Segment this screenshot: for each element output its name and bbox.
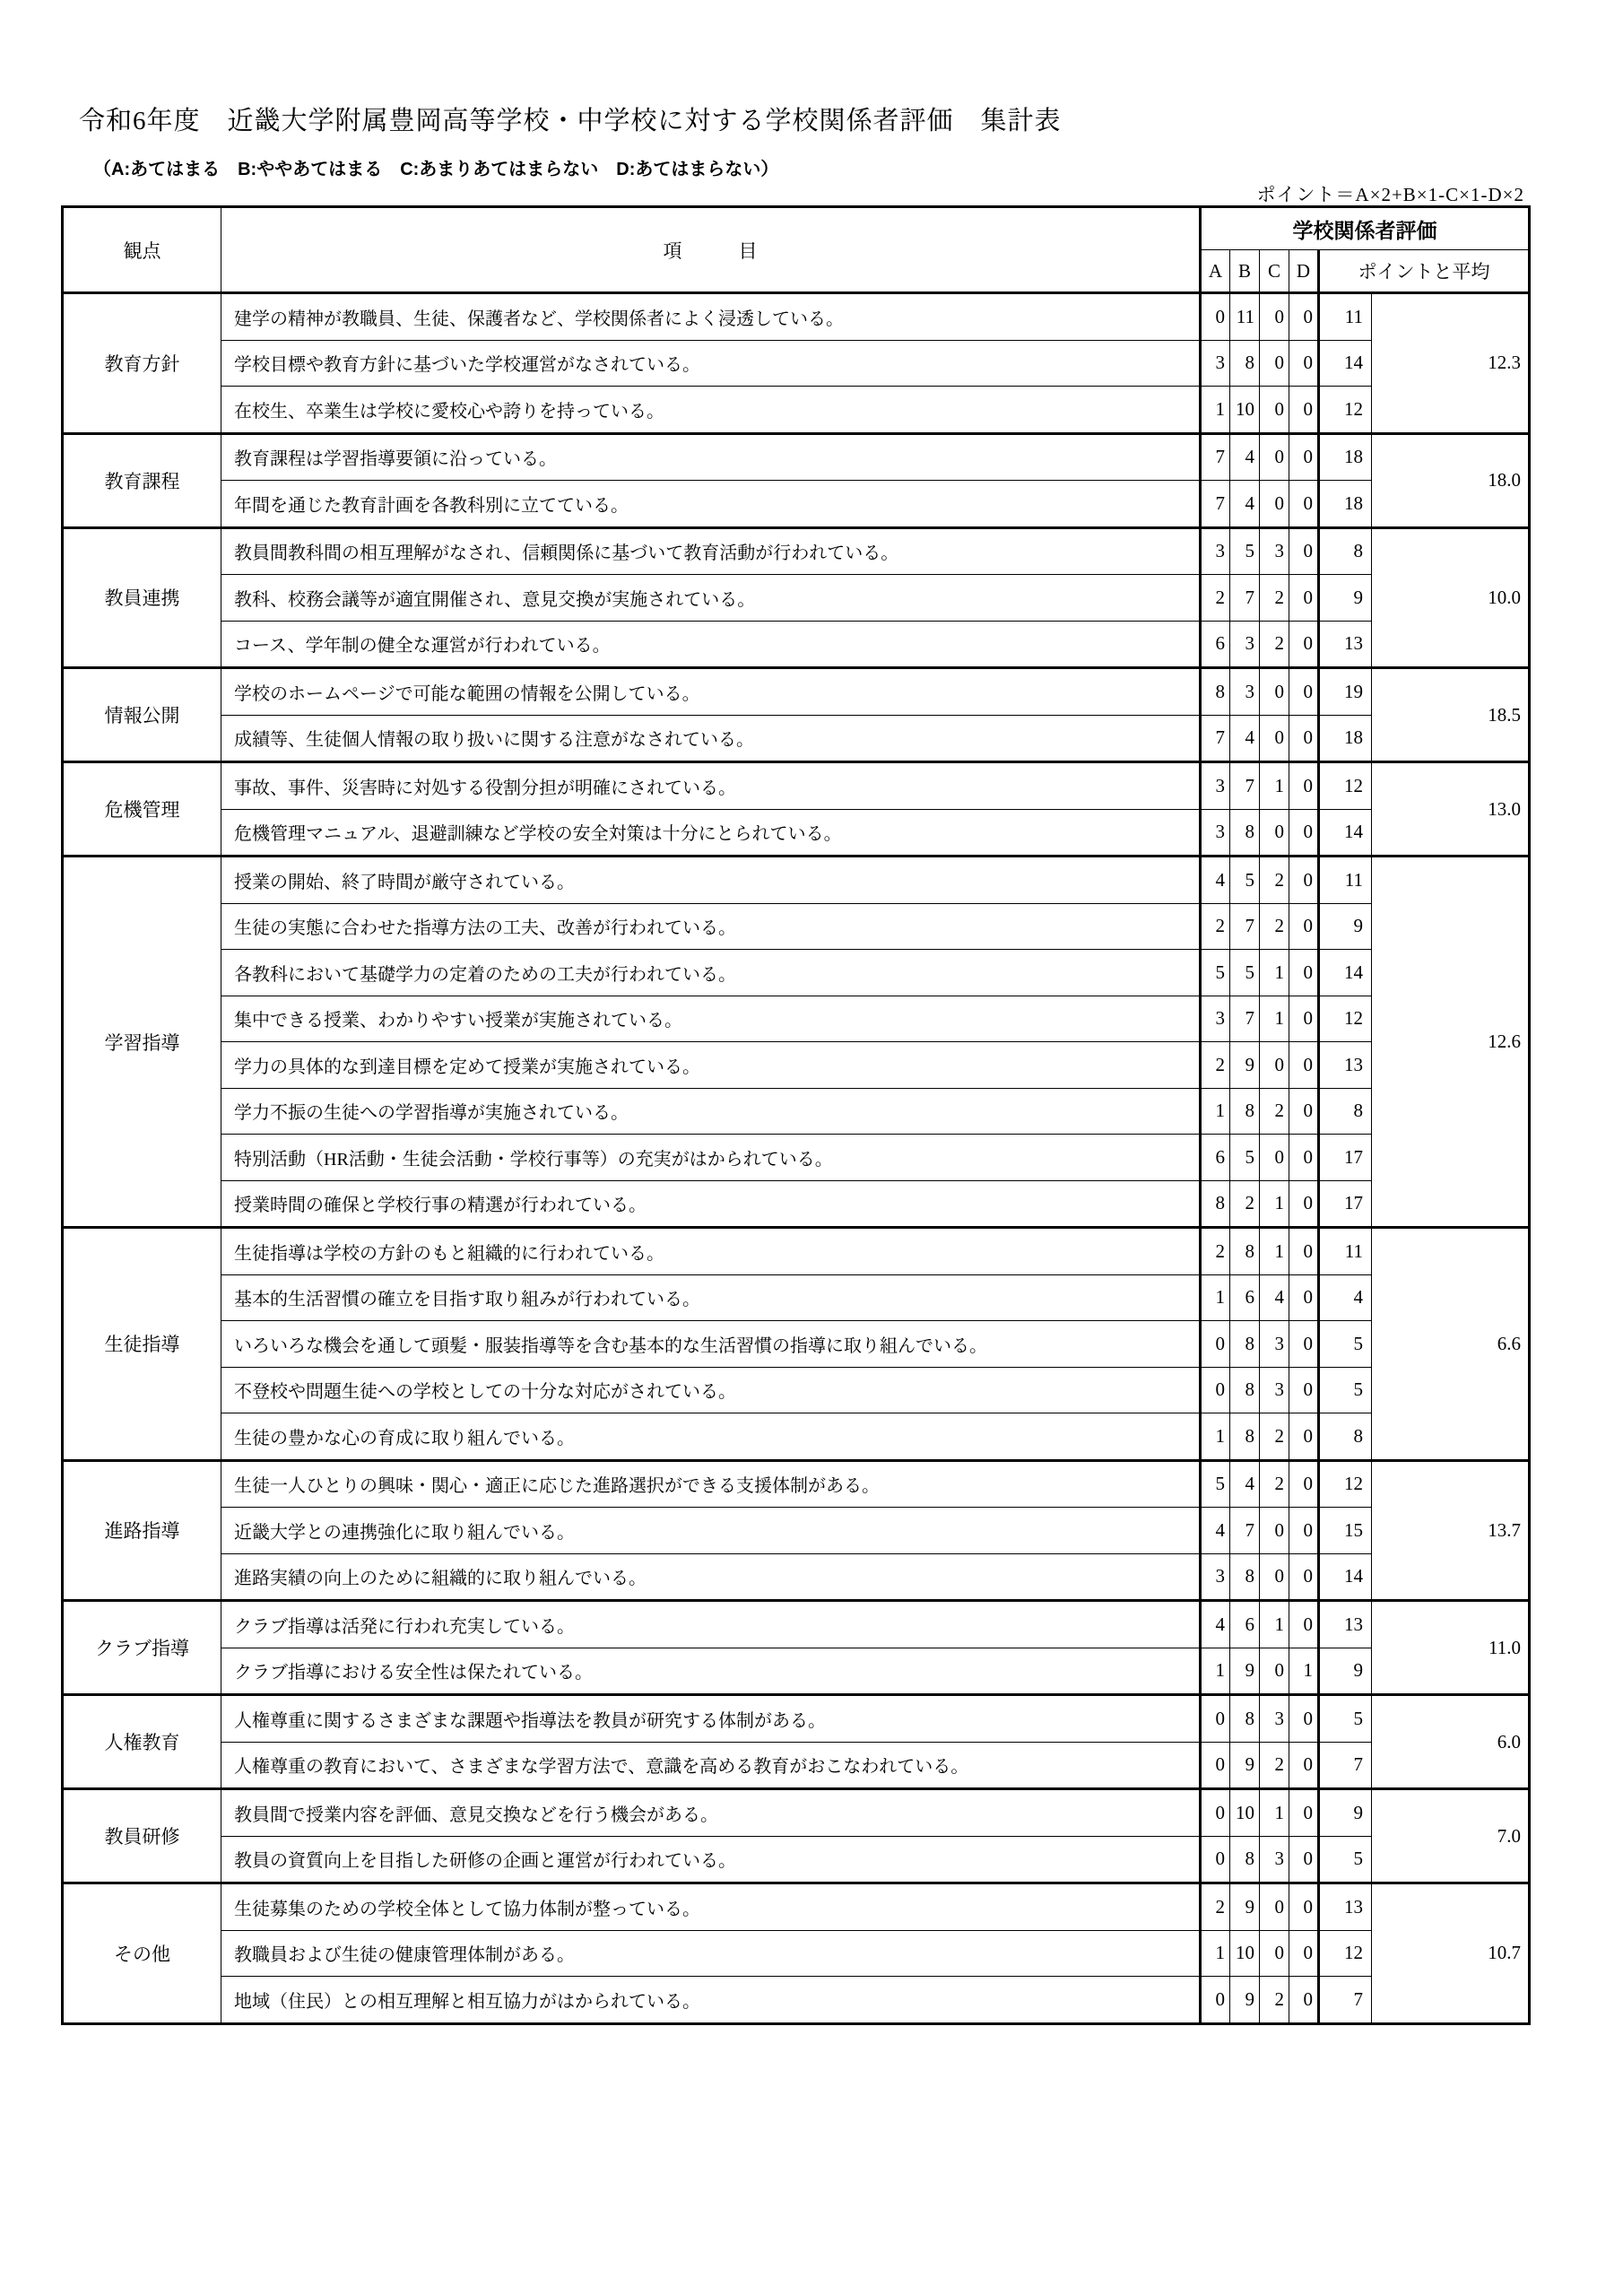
count-d-cell: 0 <box>1289 1413 1319 1461</box>
count-a-cell: 3 <box>1201 809 1230 857</box>
count-d-cell: 0 <box>1289 1508 1319 1554</box>
table-row <box>63 762 1530 810</box>
count-d-cell: 0 <box>1289 1042 1319 1089</box>
item-cell: 授業時間の確保と学校行事の精選が行われている。 <box>221 1180 1201 1228</box>
count-d-cell: 0 <box>1289 903 1319 950</box>
category-cell: 学習指導 <box>63 857 221 1228</box>
count-c-cell: 0 <box>1260 1135 1289 1181</box>
count-b-cell: 8 <box>1230 1228 1260 1275</box>
header-evaluation: 学校関係者評価 <box>1201 207 1530 250</box>
item-cell: 教職員および生徒の健康管理体制がある。 <box>221 1930 1201 1977</box>
count-b-cell: 8 <box>1230 1367 1260 1413</box>
count-a-cell: 1 <box>1201 387 1230 434</box>
points-cell: 14 <box>1319 1553 1372 1601</box>
item-cell: 人権尊重に関するさまざまな課題や指導法を教員が研究する体制がある。 <box>221 1695 1201 1743</box>
table-row <box>63 1413 1530 1461</box>
count-d-cell: 0 <box>1289 1695 1319 1743</box>
count-d-cell: 0 <box>1289 1742 1319 1789</box>
table-row <box>63 387 1530 434</box>
count-a-cell: 3 <box>1201 762 1230 810</box>
count-a-cell: 2 <box>1201 1228 1230 1275</box>
count-a-cell: 5 <box>1201 950 1230 996</box>
category-cell: 教育課程 <box>63 433 221 527</box>
table-row <box>63 1836 1530 1883</box>
points-cell: 8 <box>1319 1413 1372 1461</box>
count-a-cell: 7 <box>1201 481 1230 528</box>
count-c-cell: 2 <box>1260 575 1289 622</box>
table-row <box>63 1228 1530 1275</box>
average-cell: 12.6 <box>1372 857 1530 1228</box>
count-a-cell: 4 <box>1201 1508 1230 1554</box>
count-c-cell: 1 <box>1260 950 1289 996</box>
header-item: 項 目 <box>221 207 1201 293</box>
item-cell: 教育課程は学習指導要領に沿っている。 <box>221 433 1201 481</box>
count-a-cell: 0 <box>1201 1789 1230 1837</box>
item-cell: コース、学年制の健全な運営が行われている。 <box>221 621 1201 668</box>
count-c-cell: 0 <box>1260 340 1289 387</box>
count-b-cell: 7 <box>1230 762 1260 810</box>
points-cell: 15 <box>1319 1508 1372 1554</box>
count-d-cell: 0 <box>1289 293 1319 341</box>
count-b-cell: 6 <box>1230 1274 1260 1321</box>
item-cell: クラブ指導における安全性は保たれている。 <box>221 1648 1201 1695</box>
points-cell: 11 <box>1319 1228 1372 1275</box>
count-c-cell: 3 <box>1260 1321 1289 1368</box>
count-b-cell: 5 <box>1230 950 1260 996</box>
count-c-cell: 0 <box>1260 293 1289 341</box>
item-cell: 人権尊重の教育において、さまざまな学習方法で、意識を高める教育がおこなわれている。 <box>221 1742 1201 1789</box>
table-row <box>63 1695 1530 1743</box>
points-cell: 17 <box>1319 1180 1372 1228</box>
count-a-cell: 6 <box>1201 1135 1230 1181</box>
count-c-cell: 3 <box>1260 1836 1289 1883</box>
item-cell: 教員の資質向上を目指した研修の企画と運営が行われている。 <box>221 1836 1201 1883</box>
item-cell: 生徒指導は学校の方針のもと組織的に行われている。 <box>221 1228 1201 1275</box>
points-cell: 14 <box>1319 950 1372 996</box>
points-cell: 7 <box>1319 1977 1372 2024</box>
count-b-cell: 3 <box>1230 668 1260 716</box>
average-cell: 12.3 <box>1372 293 1530 434</box>
table-row <box>63 527 1530 575</box>
table-row <box>63 950 1530 996</box>
points-cell: 9 <box>1319 1789 1372 1837</box>
count-d-cell: 0 <box>1289 1977 1319 2024</box>
points-cell: 14 <box>1319 809 1372 857</box>
points-cell: 4 <box>1319 1274 1372 1321</box>
count-a-cell: 1 <box>1201 1413 1230 1461</box>
count-b-cell: 9 <box>1230 1648 1260 1695</box>
item-cell: 地域（住民）との相互理解と相互協力がはかられている。 <box>221 1977 1201 2024</box>
table-row <box>63 903 1530 950</box>
count-c-cell: 4 <box>1260 1274 1289 1321</box>
count-d-cell: 0 <box>1289 1135 1319 1181</box>
count-a-cell: 4 <box>1201 857 1230 904</box>
count-b-cell: 8 <box>1230 1695 1260 1743</box>
count-d-cell: 0 <box>1289 715 1319 762</box>
points-cell: 5 <box>1319 1695 1372 1743</box>
header-col-d: D <box>1289 250 1319 293</box>
table-row <box>63 1460 1530 1508</box>
table-row <box>63 1977 1530 2024</box>
count-a-cell: 8 <box>1201 668 1230 716</box>
item-cell: 学力不振の生徒への学習指導が実施されている。 <box>221 1088 1201 1135</box>
points-cell: 14 <box>1319 340 1372 387</box>
count-d-cell: 0 <box>1289 1228 1319 1275</box>
count-a-cell: 3 <box>1201 527 1230 575</box>
count-a-cell: 2 <box>1201 1883 1230 1931</box>
item-cell: 教科、校務会議等が適宜開催され、意見交換が実施されている。 <box>221 575 1201 622</box>
count-c-cell: 3 <box>1260 527 1289 575</box>
count-a-cell: 0 <box>1201 1367 1230 1413</box>
count-c-cell: 1 <box>1260 1601 1289 1648</box>
count-c-cell: 0 <box>1260 715 1289 762</box>
count-c-cell: 0 <box>1260 1553 1289 1601</box>
count-a-cell: 7 <box>1201 433 1230 481</box>
points-cell: 13 <box>1319 1883 1372 1931</box>
count-d-cell: 0 <box>1289 1180 1319 1228</box>
table-body <box>63 293 1530 2024</box>
category-cell: 危機管理 <box>63 762 221 857</box>
count-d-cell: 0 <box>1289 1883 1319 1931</box>
table-row <box>63 1321 1530 1368</box>
count-c-cell: 1 <box>1260 996 1289 1042</box>
count-c-cell: 0 <box>1260 481 1289 528</box>
item-cell: 近畿大学との連携強化に取り組んでいる。 <box>221 1508 1201 1554</box>
table-row <box>63 1601 1530 1648</box>
count-b-cell: 7 <box>1230 903 1260 950</box>
item-cell: 集中できる授業、わかりやすい授業が実施されている。 <box>221 996 1201 1042</box>
count-a-cell: 7 <box>1201 715 1230 762</box>
count-b-cell: 9 <box>1230 1042 1260 1089</box>
count-d-cell: 0 <box>1289 809 1319 857</box>
count-c-cell: 3 <box>1260 1367 1289 1413</box>
count-a-cell: 4 <box>1201 1601 1230 1648</box>
category-cell: 教員研修 <box>63 1789 221 1883</box>
item-cell: 成績等、生徒個人情報の取り扱いに関する注意がなされている。 <box>221 715 1201 762</box>
count-a-cell: 1 <box>1201 1274 1230 1321</box>
count-b-cell: 7 <box>1230 1508 1260 1554</box>
table-row <box>63 1135 1530 1181</box>
count-d-cell: 0 <box>1289 996 1319 1042</box>
table-row <box>63 668 1530 716</box>
table-row <box>63 1648 1530 1695</box>
points-cell: 13 <box>1319 1042 1372 1089</box>
count-b-cell: 5 <box>1230 527 1260 575</box>
count-a-cell: 2 <box>1201 1042 1230 1089</box>
table-row <box>63 481 1530 528</box>
count-c-cell: 2 <box>1260 903 1289 950</box>
count-b-cell: 9 <box>1230 1742 1260 1789</box>
count-d-cell: 0 <box>1289 1930 1319 1977</box>
table-row <box>63 1742 1530 1789</box>
count-a-cell: 2 <box>1201 575 1230 622</box>
table-row <box>63 715 1530 762</box>
points-cell: 5 <box>1319 1367 1372 1413</box>
table-row <box>63 809 1530 857</box>
count-d-cell: 0 <box>1289 1274 1319 1321</box>
count-c-cell: 0 <box>1260 1930 1289 1977</box>
header-col-a: A <box>1201 250 1230 293</box>
count-c-cell: 0 <box>1260 1648 1289 1695</box>
count-a-cell: 6 <box>1201 621 1230 668</box>
table-row <box>63 575 1530 622</box>
count-c-cell: 2 <box>1260 621 1289 668</box>
header-col-b: B <box>1230 250 1260 293</box>
table-row <box>63 1553 1530 1601</box>
points-cell: 18 <box>1319 715 1372 762</box>
points-cell: 12 <box>1319 1930 1372 1977</box>
item-cell: 特別活動（HR活動・生徒会活動・学校行事等）の充実がはかられている。 <box>221 1135 1201 1181</box>
average-cell: 6.6 <box>1372 1228 1530 1461</box>
count-b-cell: 8 <box>1230 1553 1260 1601</box>
category-cell: 情報公開 <box>63 668 221 762</box>
average-cell: 13.0 <box>1372 762 1530 857</box>
table-row <box>63 857 1530 904</box>
average-cell: 7.0 <box>1372 1789 1530 1883</box>
item-cell: いろいろな機会を通して頭髪・服装指導等を含む基本的な生活習慣の指導に取り組んでいる。 <box>221 1321 1201 1368</box>
category-cell: その他 <box>63 1883 221 2024</box>
item-cell: 教員間で授業内容を評価、意見交換などを行う機会がある。 <box>221 1789 1201 1837</box>
count-b-cell: 4 <box>1230 433 1260 481</box>
item-cell: 生徒の豊かな心の育成に取り組んでいる。 <box>221 1413 1201 1461</box>
points-cell: 13 <box>1319 621 1372 668</box>
count-a-cell: 0 <box>1201 1321 1230 1368</box>
table-row <box>63 996 1530 1042</box>
count-a-cell: 3 <box>1201 340 1230 387</box>
count-d-cell: 0 <box>1289 1367 1319 1413</box>
count-a-cell: 0 <box>1201 293 1230 341</box>
points-cell: 19 <box>1319 668 1372 716</box>
table-row <box>63 340 1530 387</box>
item-cell: 事故、事件、災害時に対処する役割分担が明確にされている。 <box>221 762 1201 810</box>
item-cell: 教員間教科間の相互理解がなされ、信頼関係に基づいて教育活動が行われている。 <box>221 527 1201 575</box>
count-d-cell: 0 <box>1289 857 1319 904</box>
header-points-average: ポイントと平均 <box>1319 250 1530 293</box>
count-b-cell: 4 <box>1230 1460 1260 1508</box>
count-b-cell: 7 <box>1230 575 1260 622</box>
count-d-cell: 0 <box>1289 1460 1319 1508</box>
header-col-c: C <box>1260 250 1289 293</box>
item-cell: 学校のホームページで可能な範囲の情報を公開している。 <box>221 668 1201 716</box>
item-cell: 基本的生活習慣の確立を目指す取り組みが行われている。 <box>221 1274 1201 1321</box>
count-b-cell: 8 <box>1230 1836 1260 1883</box>
count-a-cell: 1 <box>1201 1930 1230 1977</box>
item-cell: 各教科において基礎学力の定着のための工夫が行われている。 <box>221 950 1201 996</box>
points-cell: 12 <box>1319 1460 1372 1508</box>
page-title: 令和6年度 近畿大学附属豊岡高等学校・中学校に対する学校関係者評価 集計表 <box>79 107 1062 135</box>
count-d-cell: 0 <box>1289 575 1319 622</box>
average-cell: 10.7 <box>1372 1883 1530 2024</box>
average-cell: 10.0 <box>1372 527 1530 668</box>
count-d-cell: 0 <box>1289 1789 1319 1837</box>
count-d-cell: 0 <box>1289 1553 1319 1601</box>
points-cell: 5 <box>1319 1836 1372 1883</box>
average-cell: 18.0 <box>1372 433 1530 527</box>
count-b-cell: 8 <box>1230 809 1260 857</box>
item-cell: 在校生、卒業生は学校に愛校心や誇りを持っている。 <box>221 387 1201 434</box>
points-cell: 18 <box>1319 433 1372 481</box>
count-b-cell: 8 <box>1230 1321 1260 1368</box>
points-cell: 5 <box>1319 1321 1372 1368</box>
count-b-cell: 8 <box>1230 1413 1260 1461</box>
count-c-cell: 1 <box>1260 762 1289 810</box>
table-row <box>63 1930 1530 1977</box>
points-cell: 9 <box>1319 903 1372 950</box>
count-a-cell: 8 <box>1201 1180 1230 1228</box>
item-cell: 危機管理マニュアル、退避訓練など学校の安全対策は十分にとられている。 <box>221 809 1201 857</box>
category-cell: 進路指導 <box>63 1460 221 1601</box>
average-cell: 13.7 <box>1372 1460 1530 1601</box>
count-b-cell: 10 <box>1230 387 1260 434</box>
item-cell: 進路実績の向上のために組織的に取り組んでいる。 <box>221 1553 1201 1601</box>
count-a-cell: 1 <box>1201 1088 1230 1135</box>
count-d-cell: 0 <box>1289 433 1319 481</box>
points-cell: 8 <box>1319 1088 1372 1135</box>
average-cell: 18.5 <box>1372 668 1530 762</box>
category-cell: 生徒指導 <box>63 1228 221 1461</box>
count-c-cell: 1 <box>1260 1228 1289 1275</box>
count-a-cell: 3 <box>1201 996 1230 1042</box>
points-cell: 17 <box>1319 1135 1372 1181</box>
category-cell: クラブ指導 <box>63 1601 221 1695</box>
count-d-cell: 1 <box>1289 1648 1319 1695</box>
points-cell: 9 <box>1319 575 1372 622</box>
count-c-cell: 0 <box>1260 433 1289 481</box>
count-c-cell: 1 <box>1260 1789 1289 1837</box>
count-a-cell: 3 <box>1201 1553 1230 1601</box>
count-d-cell: 0 <box>1289 1321 1319 1368</box>
count-d-cell: 0 <box>1289 621 1319 668</box>
item-cell: 不登校や問題生徒への学校としての十分な対応がされている。 <box>221 1367 1201 1413</box>
count-a-cell: 0 <box>1201 1977 1230 2024</box>
table-row <box>63 1042 1530 1089</box>
count-d-cell: 0 <box>1289 527 1319 575</box>
points-cell: 12 <box>1319 762 1372 810</box>
count-c-cell: 0 <box>1260 1508 1289 1554</box>
count-a-cell: 0 <box>1201 1742 1230 1789</box>
count-b-cell: 8 <box>1230 1088 1260 1135</box>
points-cell: 9 <box>1319 1648 1372 1695</box>
count-a-cell: 0 <box>1201 1695 1230 1743</box>
average-cell: 6.0 <box>1372 1695 1530 1789</box>
points-cell: 8 <box>1319 527 1372 575</box>
count-b-cell: 4 <box>1230 481 1260 528</box>
table-row <box>63 293 1530 341</box>
count-d-cell: 0 <box>1289 668 1319 716</box>
count-b-cell: 11 <box>1230 293 1260 341</box>
average-cell: 11.0 <box>1372 1601 1530 1695</box>
count-d-cell: 0 <box>1289 950 1319 996</box>
item-cell: 生徒一人ひとりの興味・関心・適正に応じた進路選択ができる支援体制がある。 <box>221 1460 1201 1508</box>
count-d-cell: 0 <box>1289 481 1319 528</box>
count-a-cell: 1 <box>1201 1648 1230 1695</box>
count-d-cell: 0 <box>1289 1601 1319 1648</box>
count-b-cell: 9 <box>1230 1977 1260 2024</box>
count-b-cell: 9 <box>1230 1883 1260 1931</box>
table-row <box>63 1088 1530 1135</box>
points-cell: 11 <box>1319 293 1372 341</box>
item-cell: 生徒募集のための学校全体として協力体制が整っている。 <box>221 1883 1201 1931</box>
table-row <box>63 433 1530 481</box>
count-c-cell: 1 <box>1260 1180 1289 1228</box>
count-c-cell: 2 <box>1260 857 1289 904</box>
count-c-cell: 0 <box>1260 668 1289 716</box>
item-cell: 年間を通じた教育計画を各教科別に立てている。 <box>221 481 1201 528</box>
rating-legend: （A:あてはまる B:ややあてはまる C:あまりあてはまらない D:あてはまらない） <box>93 160 779 179</box>
count-c-cell: 0 <box>1260 1042 1289 1089</box>
count-c-cell: 0 <box>1260 387 1289 434</box>
count-c-cell: 2 <box>1260 1742 1289 1789</box>
points-cell: 12 <box>1319 996 1372 1042</box>
count-b-cell: 5 <box>1230 857 1260 904</box>
table-row <box>63 621 1530 668</box>
table-row <box>63 1883 1530 1931</box>
count-b-cell: 10 <box>1230 1930 1260 1977</box>
count-a-cell: 5 <box>1201 1460 1230 1508</box>
count-d-cell: 0 <box>1289 762 1319 810</box>
points-formula: ポイント＝A×2+B×1-C×1-D×2 <box>1256 184 1524 205</box>
count-d-cell: 0 <box>1289 1836 1319 1883</box>
count-b-cell: 2 <box>1230 1180 1260 1228</box>
points-cell: 13 <box>1319 1601 1372 1648</box>
count-c-cell: 0 <box>1260 1883 1289 1931</box>
category-cell: 人権教育 <box>63 1695 221 1789</box>
category-cell: 教員連携 <box>63 527 221 668</box>
count-b-cell: 7 <box>1230 996 1260 1042</box>
points-cell: 11 <box>1319 857 1372 904</box>
table-row <box>63 1180 1530 1228</box>
table-header <box>63 207 1530 293</box>
count-c-cell: 2 <box>1260 1977 1289 2024</box>
count-c-cell: 2 <box>1260 1413 1289 1461</box>
count-c-cell: 2 <box>1260 1460 1289 1508</box>
points-cell: 12 <box>1319 387 1372 434</box>
count-d-cell: 0 <box>1289 387 1319 434</box>
item-cell: 生徒の実態に合わせた指導方法の工夫、改善が行われている。 <box>221 903 1201 950</box>
count-b-cell: 6 <box>1230 1601 1260 1648</box>
points-cell: 7 <box>1319 1742 1372 1789</box>
count-b-cell: 4 <box>1230 715 1260 762</box>
header-viewpoint: 観点 <box>63 207 221 293</box>
count-a-cell: 2 <box>1201 903 1230 950</box>
category-cell: 教育方針 <box>63 293 221 434</box>
table-row <box>63 1508 1530 1554</box>
item-cell: 授業の開始、終了時間が厳守されている。 <box>221 857 1201 904</box>
item-cell: 学力の具体的な到達目標を定めて授業が実施されている。 <box>221 1042 1201 1089</box>
count-c-cell: 2 <box>1260 1088 1289 1135</box>
count-b-cell: 8 <box>1230 340 1260 387</box>
item-cell: 建学の精神が教職員、生徒、保護者など、学校関係者によく浸透している。 <box>221 293 1201 341</box>
count-d-cell: 0 <box>1289 1088 1319 1135</box>
item-cell: クラブ指導は活発に行われ充実している。 <box>221 1601 1201 1648</box>
item-cell: 学校目標や教育方針に基づいた学校運営がなされている。 <box>221 340 1201 387</box>
table-row <box>63 1274 1530 1321</box>
count-b-cell: 10 <box>1230 1789 1260 1837</box>
header-row-1 <box>63 207 1530 250</box>
table-row <box>63 1367 1530 1413</box>
count-b-cell: 5 <box>1230 1135 1260 1181</box>
count-b-cell: 3 <box>1230 621 1260 668</box>
count-d-cell: 0 <box>1289 340 1319 387</box>
count-c-cell: 0 <box>1260 809 1289 857</box>
count-a-cell: 0 <box>1201 1836 1230 1883</box>
points-cell: 18 <box>1319 481 1372 528</box>
table-row <box>63 1789 1530 1837</box>
evaluation-table <box>61 205 1531 2025</box>
count-c-cell: 3 <box>1260 1695 1289 1743</box>
